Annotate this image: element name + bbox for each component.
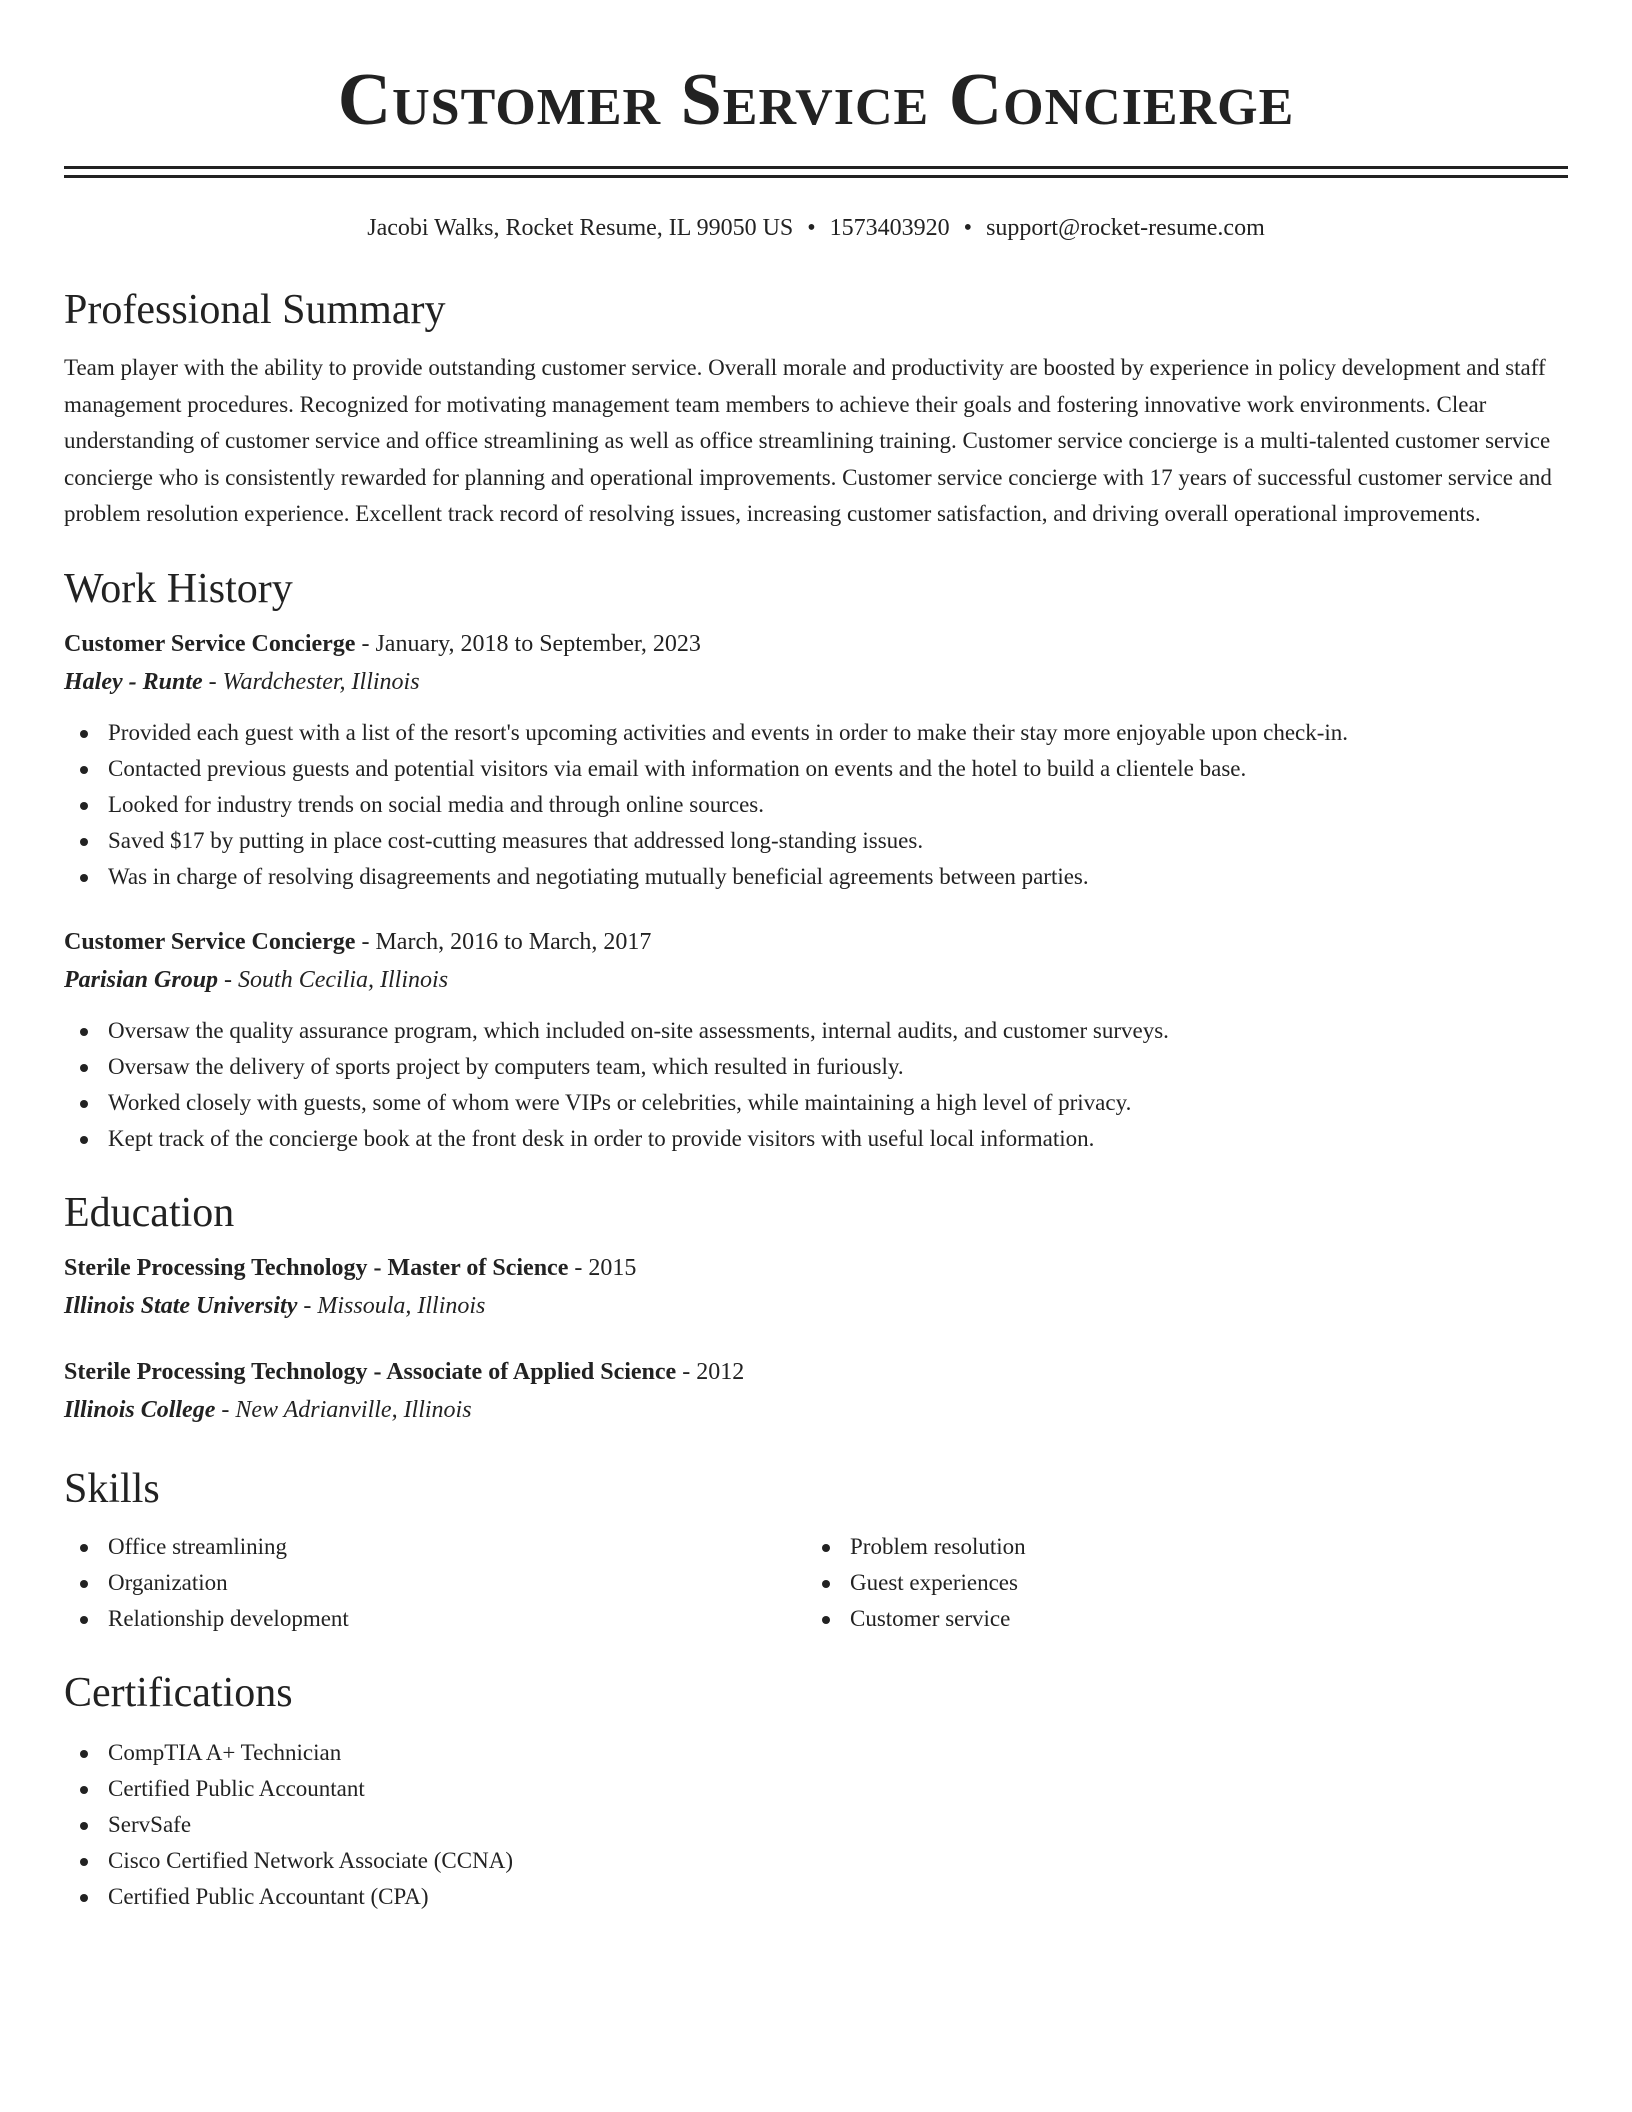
title-divider-top: [64, 166, 1568, 169]
skills-column-left: [64, 1529, 806, 1637]
job-location: - South Cecilia, Illinois: [218, 966, 449, 993]
contact-line: [64, 212, 1568, 244]
bullet-text: Oversaw the quality assurance program, which included on-site assessments, internal audits, and customer surveys.: [108, 1017, 1169, 1043]
job-org-line: [64, 663, 1568, 701]
certification-text: ServSafe: [108, 1811, 192, 1837]
certification-text: Certified Public Accountant (CPA): [108, 1883, 429, 1909]
job-entry: [64, 625, 1568, 895]
list-item: [64, 751, 1568, 787]
summary-text: Team player with the ability to provide outstanding customer service. Overall morale and productivity are boosted by experience in policy development and staff management procedures. Recognized for motivating management team members to achieve their goals and fostering innovative work environments. Clear understanding of customer service and office streamlining as well as office streamlining training. Customer service concierge is a multi-talented customer service concierge who is consistently rewarded for planning and operational improvements. Customer service concierge with 17 years of successful customer service and problem resolution experience. Excellent track record of resolving issues, increasing customer satisfaction, and driving overall operational improvements.: [64, 355, 1552, 526]
bullet-icon: [80, 1064, 88, 1072]
list-item: [64, 1807, 1568, 1843]
bullet-icon: [822, 1544, 830, 1552]
bullet-text: Worked closely with guests, some of whom were VIPs or celebrities, while maintaining a high level of privacy.: [108, 1089, 1132, 1115]
skill-text: Relationship development: [108, 1605, 349, 1631]
list-item: [64, 859, 1568, 895]
bullet-icon: [80, 1616, 88, 1624]
list-item: [64, 1049, 1568, 1085]
bullet-icon: [80, 1100, 88, 1108]
list-item: [64, 1843, 1568, 1879]
bullet-icon: [80, 1544, 88, 1552]
list-item: [64, 1565, 806, 1601]
bullet-text: Was in charge of resolving disagreements and negotiating mutually beneficial agreements between parties.: [108, 863, 1089, 889]
job-bullet-list: [64, 715, 1568, 895]
job-org-line: [64, 961, 1568, 999]
school-line: [64, 1391, 1568, 1429]
contact-separator: •: [963, 215, 973, 241]
bullet-icon: [80, 1136, 88, 1144]
contact-address: Jacobi Walks, Rocket Resume, IL 99050 US: [367, 215, 794, 241]
bullet-icon: [80, 730, 88, 738]
skills-grid: [64, 1529, 1568, 1637]
title-divider-bottom: [64, 175, 1568, 178]
school-location: - New Adrianville, Illinois: [215, 1396, 472, 1423]
job-title-line: [64, 923, 1568, 961]
job-title-line: [64, 625, 1568, 663]
certifications-heading: Certifications: [64, 1669, 293, 1716]
certifications-list: [64, 1735, 1568, 1915]
bullet-icon: [80, 1822, 88, 1830]
list-item: [64, 1121, 1568, 1157]
skill-text: Organization: [108, 1569, 228, 1595]
list-item: [64, 1529, 806, 1565]
bullet-text: Looked for industry trends on social media and through online sources.: [108, 791, 764, 817]
list-item: [64, 715, 1568, 751]
degree-line: [64, 1353, 1568, 1391]
list-item: [806, 1601, 1548, 1637]
bullet-icon: [822, 1580, 830, 1588]
bullet-icon: [822, 1616, 830, 1624]
job-dates: - January, 2018 to September, 2023: [355, 630, 701, 657]
job-location: - Wardchester, Illinois: [202, 668, 420, 695]
list-item: [64, 1735, 1568, 1771]
contact-separator: •: [807, 215, 816, 241]
degree-name: Sterile Processing Technology - Master of Science: [64, 1254, 569, 1281]
list-item: [806, 1565, 1548, 1601]
certification-text: CompTIA A+ Technician: [108, 1739, 342, 1765]
bullet-text: Oversaw the delivery of sports project by computers team, which resulted in furiously.: [108, 1053, 904, 1079]
job-entry: [64, 923, 1568, 1157]
skills-list: [64, 1529, 806, 1637]
education-entry: [64, 1249, 1568, 1325]
bullet-icon: [80, 1580, 88, 1588]
job-organization: Parisian Group: [64, 966, 219, 993]
summary-heading: Professional Summary: [64, 287, 446, 333]
work-history-heading: Work History: [64, 565, 293, 612]
job-dates: - March, 2016 to March, 2017: [355, 928, 652, 955]
bullet-icon: [80, 1858, 88, 1866]
school-location: - Missoula, Illinois: [297, 1292, 486, 1319]
school-line: [64, 1287, 1568, 1325]
bullet-icon: [80, 1786, 88, 1794]
education-entry: [64, 1353, 1568, 1429]
list-item: [64, 1601, 806, 1637]
education-heading: Education: [64, 1189, 235, 1236]
skill-text: Office streamlining: [108, 1533, 288, 1559]
degree-year: - 2012: [676, 1358, 745, 1385]
job-title: Customer Service Concierge: [64, 928, 356, 955]
job-organization: Haley - Runte: [64, 668, 203, 695]
bullet-icon: [80, 1894, 88, 1902]
school-name: Illinois State University: [64, 1292, 298, 1319]
list-item: [64, 1085, 1568, 1121]
job-bullet-list: [64, 1013, 1568, 1157]
skills-list: [806, 1529, 1548, 1637]
degree-year: - 2015: [568, 1254, 637, 1281]
degree-name: Sterile Processing Technology - Associate of Applied Science: [64, 1358, 677, 1385]
skills-column-right: [806, 1529, 1548, 1637]
list-item: [806, 1529, 1548, 1565]
list-item: [64, 1013, 1568, 1049]
skill-text: Guest experiences: [850, 1569, 1018, 1595]
bullet-icon: [80, 1028, 88, 1036]
list-item: [64, 787, 1568, 823]
skill-text: Customer service: [850, 1605, 1011, 1631]
skills-heading: Skills: [64, 1465, 160, 1512]
list-item: [64, 823, 1568, 859]
contact-phone: 1573403920: [829, 215, 950, 241]
certification-text: Certified Public Accountant: [108, 1775, 365, 1801]
bullet-icon: [80, 1750, 88, 1758]
resume-title: Customer Service Concierge: [337, 59, 1295, 141]
bullet-text: Kept track of the concierge book at the front desk in order to provide visitors with useful local information.: [108, 1125, 1095, 1151]
bullet-icon: [80, 802, 88, 810]
bullet-icon: [80, 838, 88, 846]
certification-text: Cisco Certified Network Associate (CCNA): [108, 1847, 513, 1873]
contact-email: support@rocket-resume.com: [986, 215, 1265, 241]
degree-line: [64, 1249, 1568, 1287]
list-item: [64, 1879, 1568, 1915]
job-title: Customer Service Concierge: [64, 630, 356, 657]
skill-text: Problem resolution: [850, 1533, 1026, 1559]
bullet-icon: [80, 766, 88, 774]
bullet-icon: [80, 874, 88, 882]
bullet-text: Provided each guest with a list of the resort's upcoming activities and events in order to make their stay more enjoyable upon check-in.: [108, 719, 1349, 745]
school-name: Illinois College: [64, 1396, 216, 1423]
list-item: [64, 1771, 1568, 1807]
bullet-text: Contacted previous guests and potential visitors via email with information on events and the hotel to build a clientele base.: [108, 755, 1247, 781]
bullet-text: Saved $17 by putting in place cost-cutting measures that addressed long-standing issues.: [108, 827, 924, 853]
